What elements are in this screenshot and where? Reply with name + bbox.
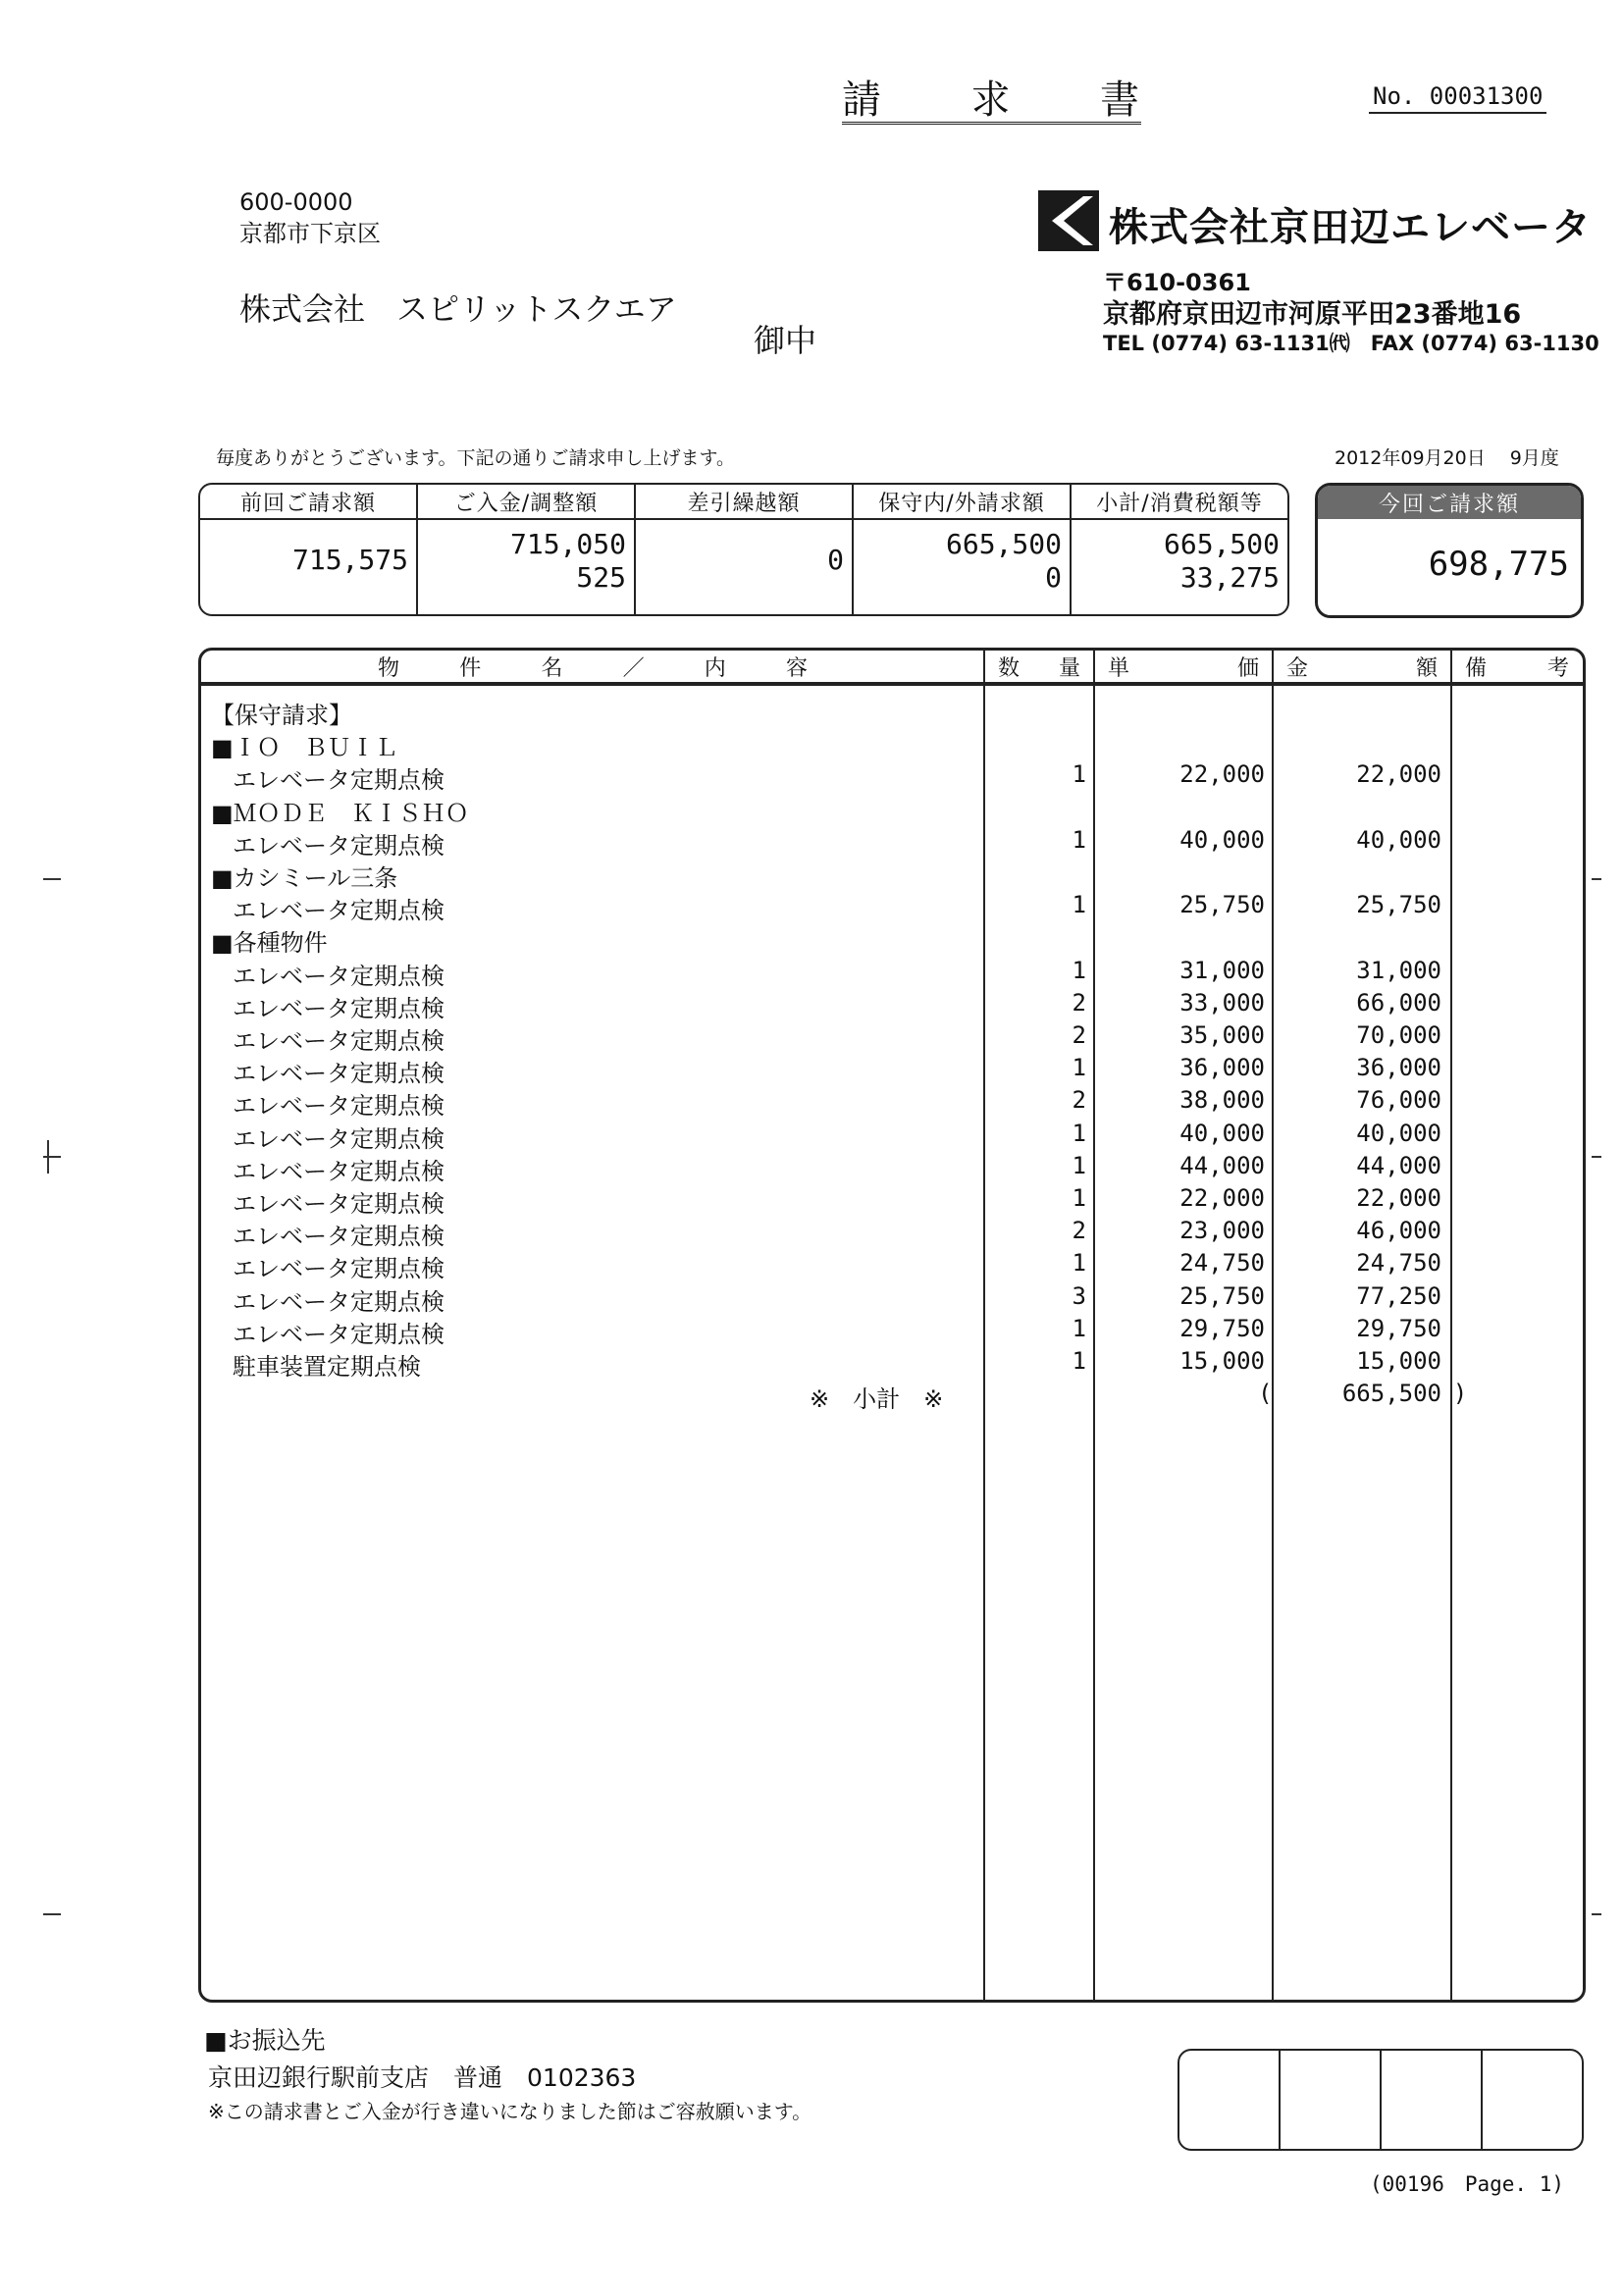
issuer-tel-fax: TEL (0774) 63-1131㈹ FAX (0774) 63-1130 xyxy=(1103,332,1599,355)
total-billing-box xyxy=(1315,483,1584,618)
stamp-cell xyxy=(1281,2051,1382,2149)
issuer-name: 株式会社京田辺エレベータ xyxy=(1109,205,1592,250)
table-row xyxy=(201,728,1583,760)
table-row xyxy=(201,1249,1583,1281)
prev-amount: 715,575 xyxy=(291,544,408,576)
other-amount: 0 xyxy=(1045,561,1062,594)
table-row xyxy=(201,891,1583,923)
summary-header: 小計/消費税額等 xyxy=(1072,485,1287,520)
header-char: 単 xyxy=(1108,655,1130,681)
table-row xyxy=(201,760,1583,793)
row-amount: 40,000 xyxy=(1356,825,1441,854)
subtotal-open-paren: ( xyxy=(1261,1380,1271,1408)
row-amount: 25,750 xyxy=(1356,891,1441,919)
adjustment-amount: 525 xyxy=(576,561,626,594)
row-item: エレベータ定期点検 xyxy=(233,766,445,795)
row-amount: 77,250 xyxy=(1356,1281,1441,1310)
row-amount: 31,000 xyxy=(1356,956,1441,984)
table-row xyxy=(201,1086,1583,1119)
subtotal-amount: 665,500 xyxy=(1163,528,1280,560)
title-char: 書 xyxy=(1100,77,1141,123)
row-unit-price: 33,000 xyxy=(1179,988,1265,1017)
row-qty: 2 xyxy=(1072,1086,1086,1115)
row-amount: 29,750 xyxy=(1356,1314,1441,1342)
total-billing-label: 今回ご請求額 xyxy=(1318,486,1581,519)
summary-table xyxy=(198,483,1289,616)
row-item: エレベータ定期点検 xyxy=(233,897,445,925)
row-item: エレベータ定期点検 xyxy=(233,1255,445,1283)
maintenance-amount: 665,500 xyxy=(945,528,1062,560)
invoice-date: 2012年09月20日 9月度 xyxy=(1335,447,1559,469)
header-char: 件 xyxy=(459,655,482,681)
row-amount: 24,750 xyxy=(1356,1249,1441,1278)
row-qty: 1 xyxy=(1072,1119,1086,1147)
row-amount: 44,000 xyxy=(1356,1151,1441,1179)
margin-mark xyxy=(1592,1913,1601,1915)
row-item: エレベータ定期点検 xyxy=(233,1027,445,1055)
header-char: 内 xyxy=(704,655,726,681)
subtotal-close-paren: ) xyxy=(1455,1380,1465,1408)
row-item: ■各種物件 xyxy=(211,929,328,958)
row-item: エレベータ定期点検 xyxy=(233,1124,445,1153)
header-char: 額 xyxy=(1415,655,1438,681)
subtotal-label: ※ 小計 ※ xyxy=(810,1385,944,1414)
greeting-text: 毎度ありがとうございます。下記の通りご請求申し上げます。 xyxy=(216,447,735,469)
header-char: 量 xyxy=(1058,655,1080,681)
header-char: 備 xyxy=(1465,655,1488,681)
table-row xyxy=(201,1054,1583,1086)
row-amount: 70,000 xyxy=(1356,1021,1441,1049)
row-qty: 3 xyxy=(1072,1281,1086,1310)
header-char: 容 xyxy=(785,655,808,681)
table-row xyxy=(201,1021,1583,1054)
row-amount: 46,000 xyxy=(1356,1217,1441,1245)
margin-mark xyxy=(43,1156,61,1158)
table-row xyxy=(201,696,1583,728)
bank-note: ※この請求書とご入金が行き違いになりました節はご容赦願います。 xyxy=(208,2100,812,2123)
row-qty: 1 xyxy=(1072,1054,1086,1082)
row-qty: 1 xyxy=(1072,1314,1086,1342)
row-item: ■ＭＯＤＥ ＫＩＳＨＯ xyxy=(211,799,469,827)
header-note xyxy=(1451,651,1583,684)
bank-account: 京田辺銀行駅前支店 普通 0102363 xyxy=(208,2063,637,2092)
header-char: 金 xyxy=(1286,655,1309,681)
row-item: エレベータ定期点検 xyxy=(233,962,445,990)
stamp-cell xyxy=(1179,2051,1281,2149)
header-char: 物 xyxy=(378,655,400,681)
customer-name: 株式会社 スピリットスクエア xyxy=(239,290,677,328)
row-qty: 2 xyxy=(1072,1217,1086,1245)
row-unit-price: 29,750 xyxy=(1179,1314,1265,1342)
subtotal-amount: 665,500 xyxy=(1341,1380,1441,1408)
margin-mark xyxy=(43,878,61,880)
row-item: エレベータ定期点検 xyxy=(233,1060,445,1088)
customer-city: 京都市下京区 xyxy=(239,220,381,247)
customer-postal: 600-0000 xyxy=(239,188,353,216)
row-qty: 1 xyxy=(1072,825,1086,854)
row-unit-price: 35,000 xyxy=(1179,1021,1265,1049)
row-unit-price: 31,000 xyxy=(1179,956,1265,984)
stamp-box xyxy=(1178,2049,1584,2151)
tax-amount: 33,275 xyxy=(1179,561,1280,594)
table-row xyxy=(201,989,1583,1021)
row-qty: 1 xyxy=(1072,891,1086,919)
title-char: 求 xyxy=(970,77,1013,123)
table-row xyxy=(201,826,1583,859)
header-char: ／ xyxy=(622,655,645,681)
page-number: (00196 Page. 1) xyxy=(1370,2172,1565,2196)
row-amount: 22,000 xyxy=(1356,1184,1441,1212)
carryover-amount: 0 xyxy=(827,544,844,576)
row-amount: 66,000 xyxy=(1356,988,1441,1017)
header-amount xyxy=(1273,651,1451,684)
row-amount: 76,000 xyxy=(1356,1086,1441,1115)
company-logo-icon xyxy=(1038,190,1099,251)
row-item: エレベータ定期点検 xyxy=(233,1092,445,1121)
row-unit-price: 25,750 xyxy=(1179,891,1265,919)
row-qty: 1 xyxy=(1072,956,1086,984)
table-row xyxy=(201,859,1583,891)
row-item: エレベータ定期点検 xyxy=(233,1157,445,1185)
payment-amount: 715,050 xyxy=(509,528,626,560)
margin-mark xyxy=(1592,1156,1601,1158)
header-char: 数 xyxy=(998,655,1021,681)
row-qty: 2 xyxy=(1072,1021,1086,1049)
row-unit-price: 22,000 xyxy=(1179,1184,1265,1212)
summary-col-maintenance xyxy=(854,485,1072,614)
row-amount: 22,000 xyxy=(1356,760,1441,789)
header-divider xyxy=(201,684,1583,686)
row-qty: 1 xyxy=(1072,760,1086,789)
table-row xyxy=(201,957,1583,989)
row-unit-price: 38,000 xyxy=(1179,1086,1265,1115)
table-row xyxy=(201,1120,1583,1152)
summary-col-payment xyxy=(418,485,636,614)
issuer-postal: 〒610-0361 xyxy=(1103,269,1251,296)
summary-col-carryover xyxy=(636,485,854,614)
header-char: 価 xyxy=(1236,655,1259,681)
row-amount: 36,000 xyxy=(1356,1054,1441,1082)
header-unit-price xyxy=(1094,651,1273,684)
stamp-cell xyxy=(1382,2051,1483,2149)
customer-address xyxy=(239,186,381,249)
line-items-table xyxy=(198,648,1586,2003)
row-item: エレベータ定期点検 xyxy=(233,1320,445,1348)
row-item: 【保守請求】 xyxy=(211,702,352,729)
issuer-address: 京都府京田辺市河原平田23番地16 xyxy=(1103,299,1522,330)
row-item: エレベータ定期点検 xyxy=(233,831,445,860)
total-billing-amount: 698,775 xyxy=(1428,545,1569,584)
title-char: 請 xyxy=(842,77,883,123)
row-item: ■ＩＯ ＢＵＩＬ xyxy=(211,734,398,762)
row-unit-price: 24,750 xyxy=(1179,1249,1265,1278)
bank-heading: ■お振込先 xyxy=(204,2026,326,2055)
document-title xyxy=(842,71,1141,125)
row-qty: 1 xyxy=(1072,1347,1086,1375)
table-row xyxy=(201,1217,1583,1249)
row-item: エレベータ定期点検 xyxy=(233,994,445,1022)
margin-mark xyxy=(1592,878,1601,880)
row-qty: 1 xyxy=(1072,1184,1086,1212)
row-unit-price: 25,750 xyxy=(1179,1281,1265,1310)
header-item xyxy=(201,651,984,684)
row-item: ■カシミール三条 xyxy=(211,864,398,892)
margin-mark xyxy=(43,1913,61,1915)
row-item: エレベータ定期点検 xyxy=(233,1223,445,1251)
table-row xyxy=(201,1152,1583,1184)
document-number: No. 00031300 xyxy=(1369,82,1546,114)
customer-honorific: 御中 xyxy=(754,322,817,359)
summary-col-subtotal xyxy=(1072,485,1287,614)
table-row xyxy=(201,1315,1583,1347)
row-qty: 1 xyxy=(1072,1249,1086,1278)
row-unit-price: 36,000 xyxy=(1179,1054,1265,1082)
row-item: エレベータ定期点検 xyxy=(233,1190,445,1218)
header-char: 名 xyxy=(541,655,563,681)
table-row xyxy=(201,1184,1583,1217)
header-qty xyxy=(984,651,1094,684)
row-unit-price: 23,000 xyxy=(1179,1217,1265,1245)
table-row xyxy=(201,1282,1583,1315)
summary-header: 前回ご請求額 xyxy=(200,485,416,520)
stamp-cell xyxy=(1483,2051,1582,2149)
summary-col-prev xyxy=(200,485,418,614)
row-unit-price: 44,000 xyxy=(1179,1151,1265,1179)
row-unit-price: 40,000 xyxy=(1179,825,1265,854)
row-qty: 2 xyxy=(1072,988,1086,1017)
row-unit-price: 22,000 xyxy=(1179,760,1265,789)
summary-header: 保守内/外請求額 xyxy=(854,485,1070,520)
summary-header: ご入金/調整額 xyxy=(418,485,634,520)
row-item: 駐車装置定期点検 xyxy=(233,1353,421,1381)
table-row xyxy=(201,923,1583,956)
table-row xyxy=(201,794,1583,826)
summary-header: 差引繰越額 xyxy=(636,485,852,520)
row-qty: 1 xyxy=(1072,1151,1086,1179)
header-char: 考 xyxy=(1546,655,1569,681)
row-unit-price: 15,000 xyxy=(1179,1347,1265,1375)
subtotal-row xyxy=(201,1380,1583,1412)
row-item: エレベータ定期点検 xyxy=(233,1287,445,1316)
margin-mark xyxy=(47,1140,49,1174)
table-row xyxy=(201,1347,1583,1380)
row-unit-price: 40,000 xyxy=(1179,1119,1265,1147)
row-amount: 15,000 xyxy=(1356,1347,1441,1375)
row-amount: 40,000 xyxy=(1356,1119,1441,1147)
